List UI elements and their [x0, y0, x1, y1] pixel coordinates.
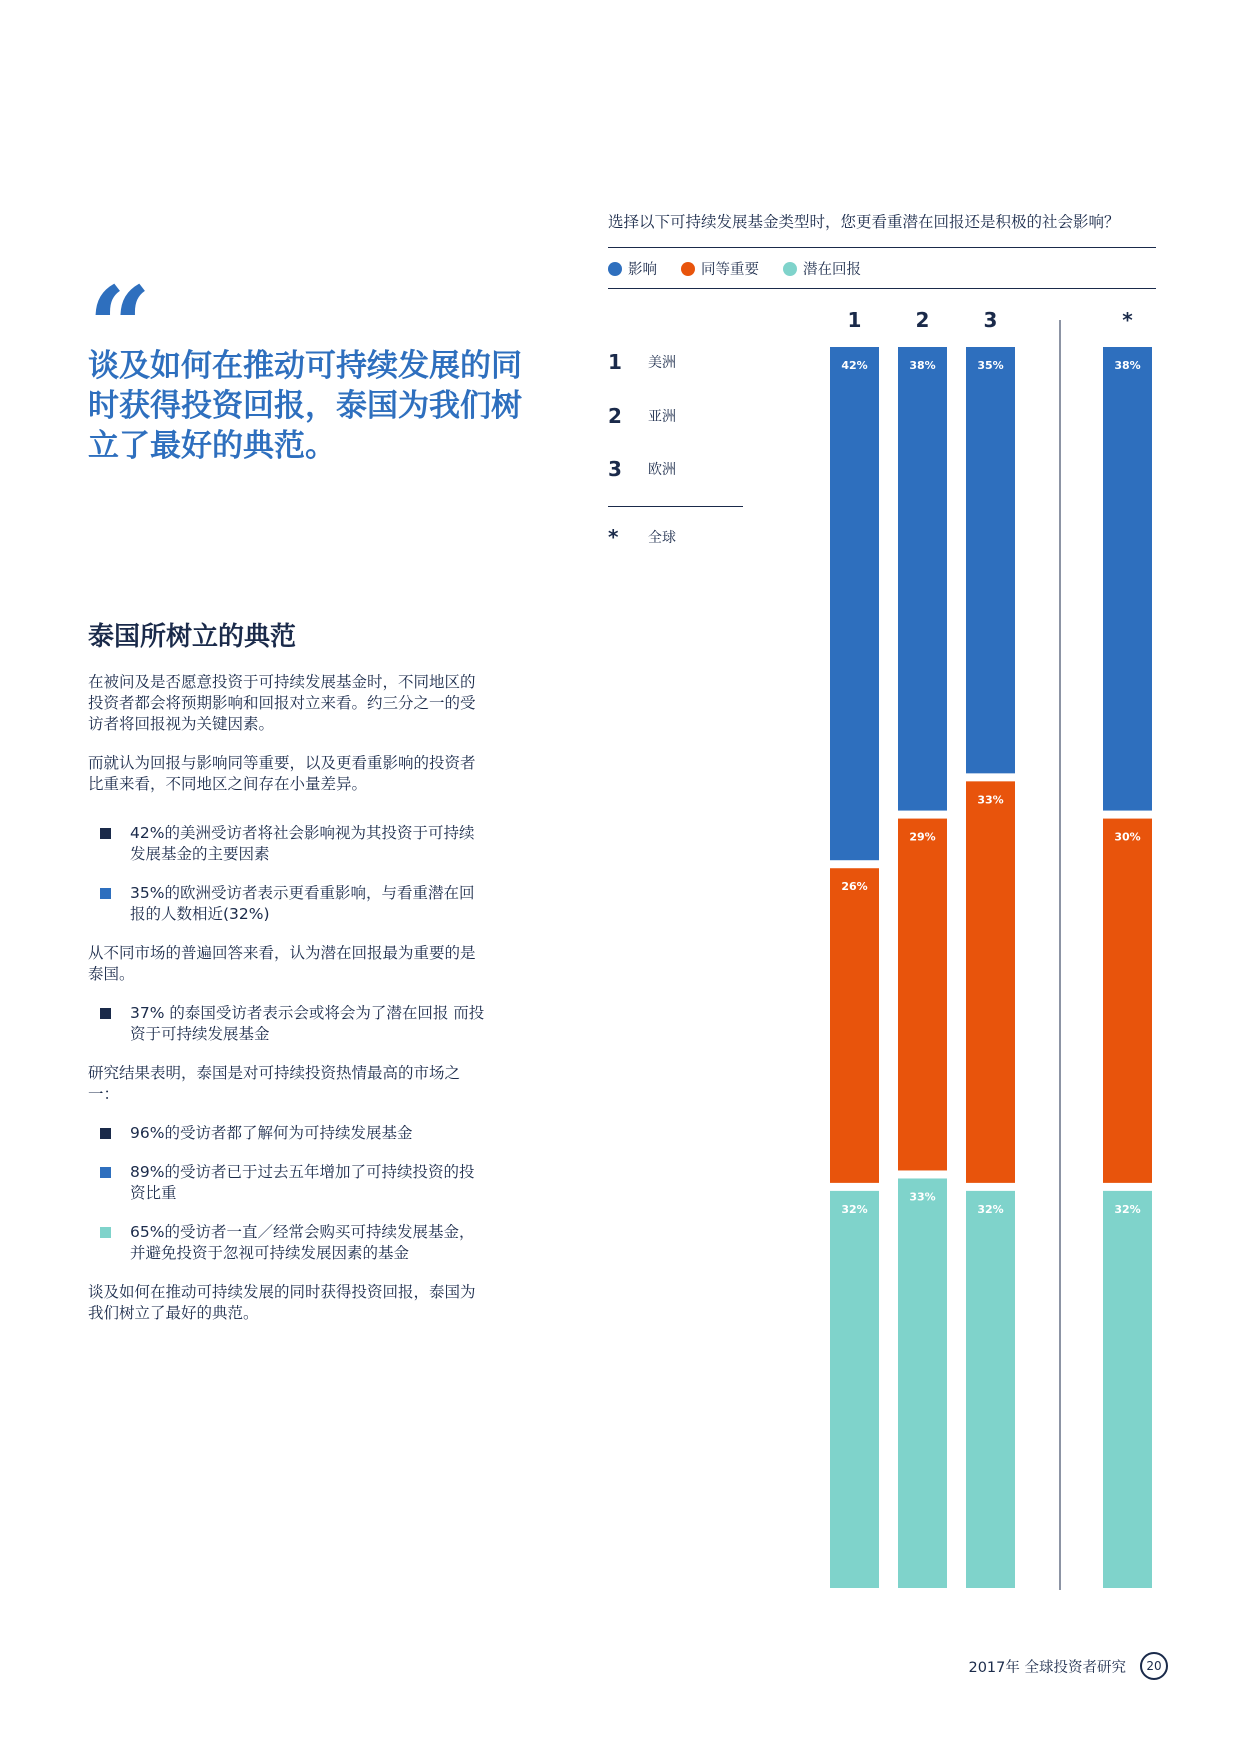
bar-data-label: 26%: [841, 880, 868, 894]
bar-segment: [966, 1191, 1015, 1588]
bullet-text: 42%的美洲受访者将社会影响视为其投资于可持续发展基金的主要因素: [130, 824, 475, 863]
bullet-text: 65%的受访者一直／经常会购买可持续发展基金，并避免投资于忽视可持续发展因素的基金: [130, 1223, 475, 1262]
bullet-text: 89%的受访者已于过去五年增加了可持续投资的投资比重: [130, 1163, 475, 1202]
bar-category-label: 2: [915, 308, 930, 332]
region-key-label: 亚洲: [648, 409, 676, 425]
bullet-text: 96%的受访者都了解何为可持续发展基金: [130, 1124, 413, 1142]
bar-data-label: 33%: [977, 793, 1004, 807]
bar-segment: [898, 1178, 947, 1588]
chart-title: 选择以下可持续发展基金类型时，您更看重潜在回报还是积极的社会影响？: [608, 213, 1120, 231]
region-key-number: 1: [608, 350, 622, 374]
bar-data-label: 42%: [841, 359, 868, 372]
bar-data-label: 30%: [1114, 830, 1141, 844]
region-key-number: *: [608, 525, 619, 549]
bar-data-label: 33%: [909, 1190, 936, 1204]
bar-segment: [1103, 1191, 1152, 1588]
region-key-number: 2: [608, 404, 622, 428]
region-key-label: 欧洲: [648, 462, 676, 478]
paragraph: 谈及如何在推动可持续发展的同时获得投资回报，泰国为我们树立了最好的典范。: [88, 1283, 476, 1322]
pull-quote: 谈及如何在推动可持续发展的同时获得投资回报，泰国为我们树立了最好的典范。: [88, 348, 522, 464]
quote-mark-icon: “: [88, 262, 152, 391]
bar-segment: [830, 868, 879, 1183]
bar-data-label: 29%: [909, 830, 936, 844]
footer-title: 2017年 全球投资者研究: [968, 1659, 1126, 1676]
bullet-text: 35%的欧洲受访者表示更看重影响，与看重潜在回报的人数相近(32%): [130, 884, 475, 923]
paragraph: 在被问及是否愿意投资于可持续发展基金时，不同地区的投资者都会将预期影响和回报对立来看。约三分之一的受访者将回报视为关键因素。: [88, 673, 476, 733]
bullet-text: 37% 的泰国受访者表示会或将会为了潜在回报 而投资于可持续发展基金: [130, 1004, 485, 1043]
page-number: 20: [1140, 1652, 1168, 1680]
bar-data-label: 32%: [1114, 1202, 1141, 1216]
bar-segment: [830, 1191, 879, 1588]
bar-segment: [966, 781, 1015, 1183]
region-key-label: 全球: [648, 530, 676, 546]
paragraph: 而就认为回报与影响同等重要，以及更看重影响的投资者比重来看，不同地区之间存在小量差异。: [88, 754, 476, 793]
bar-data-label: 35%: [977, 359, 1004, 372]
legend-label: 影响: [628, 262, 657, 278]
region-key-label: 美洲: [648, 355, 676, 371]
bar-category-label: *: [1122, 308, 1133, 332]
bar-data-label: 38%: [909, 359, 936, 372]
region-key-number: 3: [608, 457, 622, 481]
bar-data-label: 32%: [841, 1202, 868, 1216]
legend-label: 潜在回报: [803, 262, 861, 278]
bar-segment: [898, 819, 947, 1171]
legend-label: 同等重要: [701, 262, 759, 278]
bar-segment: [830, 347, 879, 860]
paragraph: 从不同市场的普遍回答来看，认为潜在回报最为重要的是泰国。: [88, 944, 476, 983]
bar-category-label: 3: [983, 308, 998, 332]
bar-segment: [1103, 819, 1152, 1183]
page-footer: [968, 1652, 1168, 1680]
bar-data-label: 32%: [977, 1202, 1004, 1216]
bar-segment: [1103, 347, 1152, 811]
paragraph: 研究结果表明，泰国是对可持续投资热情最高的市场之一：: [88, 1064, 461, 1103]
section-title: 泰国所树立的典范: [88, 622, 297, 652]
bar-segment: [898, 347, 947, 811]
bar-data-label: 38%: [1114, 359, 1141, 372]
bar-category-label: 1: [847, 308, 862, 332]
bar-segment: [966, 347, 1015, 773]
